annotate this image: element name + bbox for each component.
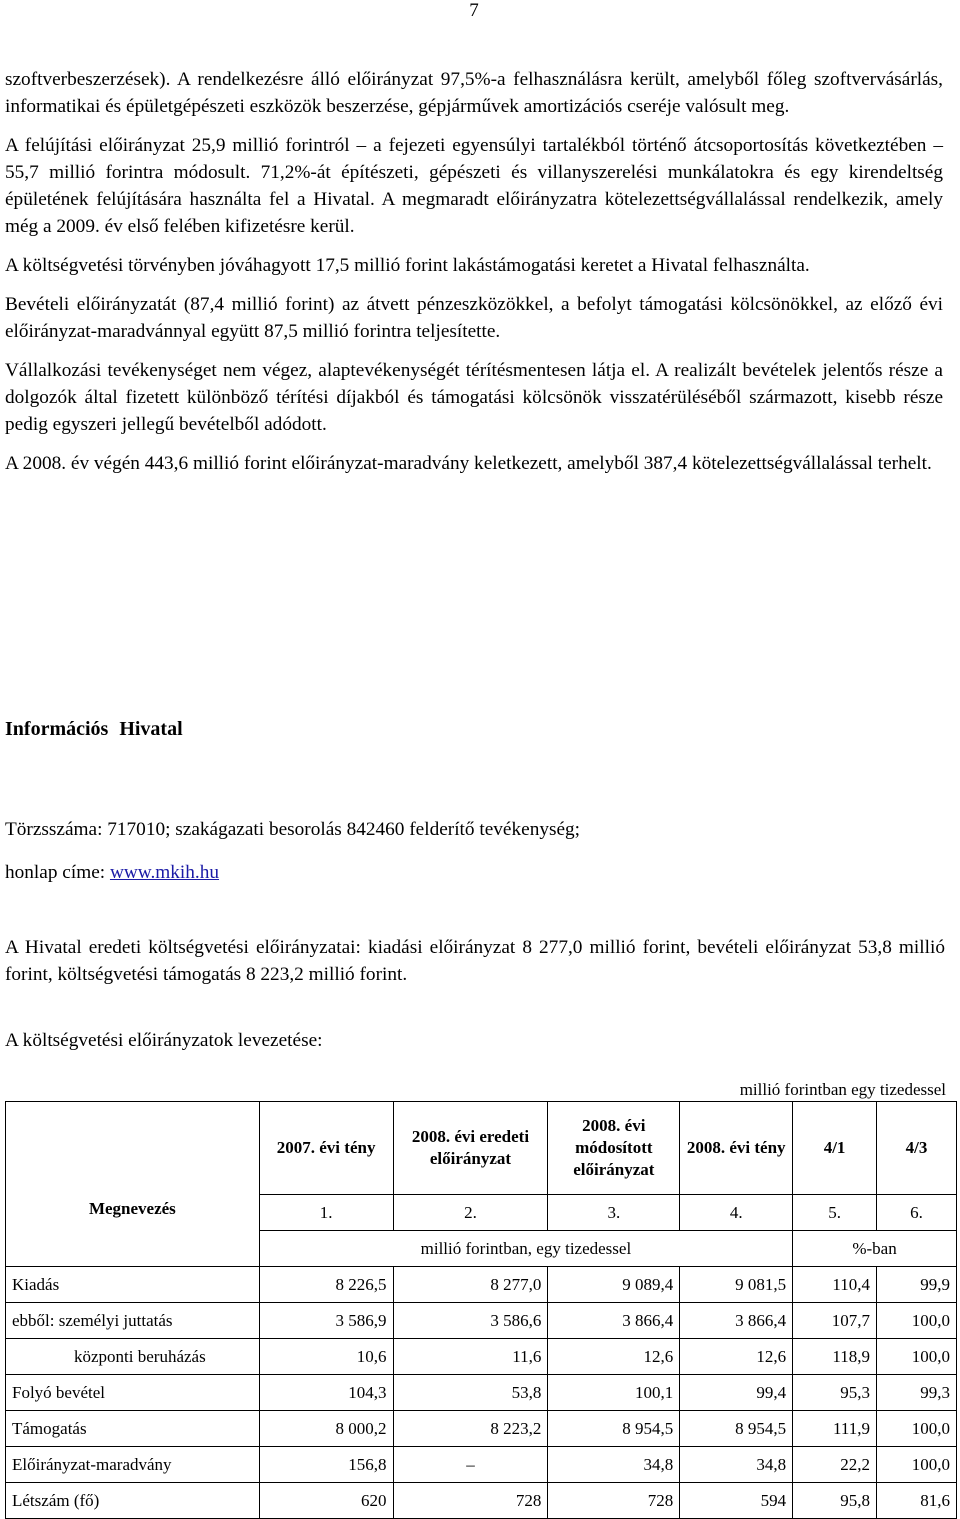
table-row (6, 1411, 957, 1447)
header-col2: 2008. évi eredeti előirányzat (393, 1102, 548, 1195)
col-number: 6. (877, 1195, 957, 1231)
cell: 594 (680, 1483, 793, 1519)
cell: 99,3 (877, 1375, 957, 1411)
row-label: ebből: személyi juttatás (6, 1303, 260, 1339)
cell: 34,8 (548, 1447, 680, 1483)
page-number: 7 (469, 0, 479, 21)
row-label: Kiadás (6, 1267, 260, 1303)
cell: 99,4 (680, 1375, 793, 1411)
table-header-row (6, 1102, 957, 1195)
col-number: 2. (393, 1195, 548, 1231)
paragraph: A 2008. év végén 443,6 millió forint előirányzat-maradvány keletkezett, amelyből 387,4 kötelezettségvállalással terhelt. (5, 453, 932, 474)
cell: 728 (548, 1483, 680, 1519)
table-row (6, 1303, 957, 1339)
derivation-title: A költségvetési előirányzatok levezetése: (5, 1030, 323, 1051)
paragraph: A költségvetési törvényben jóváhagyott 17,5 millió forint lakástámogatási keretet a Hivatal felhasználta. (5, 255, 810, 276)
row-label: Előirányzat-maradvány (6, 1447, 260, 1483)
section-title: Információs Hivatal (5, 718, 183, 740)
table-unit-note: millió forintban egy tizedessel (739, 1080, 946, 1099)
cell: 100,1 (548, 1375, 680, 1411)
header-col3: 2008. évi módosított előirányzat (548, 1102, 680, 1195)
paragraph: szoftverbeszerzések). A rendelkezésre álló előirányzat 97,5%-a felhasználásra került, amelyből főleg szoftvervásárlás, informatikai és épületgépészeti eszközök beszerzése, gépjárművek amortizációs cseréje valósult meg. (5, 69, 943, 117)
cell: 104,3 (259, 1375, 393, 1411)
cell: 81,6 (877, 1483, 957, 1519)
cell: 100,0 (877, 1447, 957, 1483)
cell: 99,9 (877, 1267, 957, 1303)
website-line (5, 859, 945, 886)
derivation-heading (5, 1027, 945, 1054)
cell: 3 586,9 (259, 1303, 393, 1339)
cell: 107,7 (793, 1303, 877, 1339)
cell: – (393, 1447, 548, 1483)
cell: 10,6 (259, 1339, 393, 1375)
budget-table (5, 1101, 957, 1519)
row-label: központi beruházás (6, 1339, 260, 1375)
cell: 95,3 (793, 1375, 877, 1411)
paragraph: Vállalkozási tevékenységet nem végez, alaptevékenységét térítésmentesen látja el. A realizált bevételek jelentős része a dolgozók által fizetett különböző térítési díjakból és támogatási kölcsönök visszatérüléséből származott, kisebb része pedig egyszeri jellegű bevételből adódott. (5, 360, 943, 435)
registry-info (5, 816, 945, 886)
cell: 12,6 (680, 1339, 793, 1375)
header-col4: 2008. évi tény (680, 1102, 793, 1195)
cell: 9 089,4 (548, 1267, 680, 1303)
cell: 8 223,2 (393, 1411, 548, 1447)
cell: 22,2 (793, 1447, 877, 1483)
cell: 3 586,6 (393, 1303, 548, 1339)
body-text (5, 66, 943, 489)
header-col1: 2007. évi tény (259, 1102, 393, 1195)
cell: 110,4 (793, 1267, 877, 1303)
unit-row-left: millió forintban, egy tizedessel (259, 1231, 792, 1267)
cell: 111,9 (793, 1411, 877, 1447)
table-row (6, 1267, 957, 1303)
cell: 118,9 (793, 1339, 877, 1375)
cell: 100,0 (877, 1339, 957, 1375)
cell: 728 (393, 1483, 548, 1519)
cell: 12,6 (548, 1339, 680, 1375)
website-link[interactable]: www.mkih.hu (109, 862, 220, 883)
col-number: 4. (680, 1195, 793, 1231)
cell: 8 954,5 (548, 1411, 680, 1447)
cell: 9 081,5 (680, 1267, 793, 1303)
cell: 53,8 (393, 1375, 548, 1411)
table-row (6, 1447, 957, 1483)
paragraph: Bevételi előirányzatát (87,4 millió forint) az átvett pénzeszközökkel, a befolyt támogatási kölcsönökkel, az előző évi előirányzat-maradvánnyal együtt 87,5 millió forintra teljesítette. (5, 294, 943, 342)
cell: 100,0 (877, 1411, 957, 1447)
cell: 8 226,5 (259, 1267, 393, 1303)
table-row (6, 1339, 957, 1375)
website-label: honlap címe: (5, 862, 110, 883)
header-col5: 4/1 (793, 1102, 877, 1195)
original-budget-text: A Hivatal eredeti költségvetési előirányzatai: kiadási előirányzat 8 277,0 millió forint, bevételi előirányzat 53,8 millió forint, költségvetési támogatás 8 223,2 millió forint. (5, 937, 945, 985)
col-number: 3. (548, 1195, 680, 1231)
row-label: Folyó bevétel (6, 1375, 260, 1411)
cell: 34,8 (680, 1447, 793, 1483)
table-row (6, 1375, 957, 1411)
row-label: Támogatás (6, 1411, 260, 1447)
col-number: 1. (259, 1195, 393, 1231)
registry-line: Törzsszáma: 717010; szakágazati besorolás 842460 felderítő tevékenység; (5, 819, 581, 840)
cell: 3 866,4 (548, 1303, 680, 1339)
cell: 156,8 (259, 1447, 393, 1483)
cell: 3 866,4 (680, 1303, 793, 1339)
header-col6: 4/3 (877, 1102, 957, 1195)
cell: 8 000,2 (259, 1411, 393, 1447)
cell: 95,8 (793, 1483, 877, 1519)
paragraph: A felújítási előirányzat 25,9 millió forintról – a fejezeti egyensúlyi tartalékból történő átcsoportosítás következtében – 55,7 millió forintra módosult. 71,2%-át építészeti, gépészeti és villanyszerelési munkálatokra és egy kirendeltség épületének felújítására használta fel a Hivatal. A megmaradt előirányzatra kötelezettségvállalással rendelkezik, amely még a 2009. év első felében kifizetésre kerül. (5, 135, 943, 237)
table-row (6, 1483, 957, 1519)
header-name: Megnevezés (6, 1102, 260, 1267)
cell: 620 (259, 1483, 393, 1519)
cell: 8 954,5 (680, 1411, 793, 1447)
cell: 8 277,0 (393, 1267, 548, 1303)
cell: 100,0 (877, 1303, 957, 1339)
unit-row-right: %-ban (793, 1231, 957, 1267)
cell: 11,6 (393, 1339, 548, 1375)
original-budget (5, 934, 945, 988)
col-number: 5. (793, 1195, 877, 1231)
row-label: Létszám (fő) (6, 1483, 260, 1519)
